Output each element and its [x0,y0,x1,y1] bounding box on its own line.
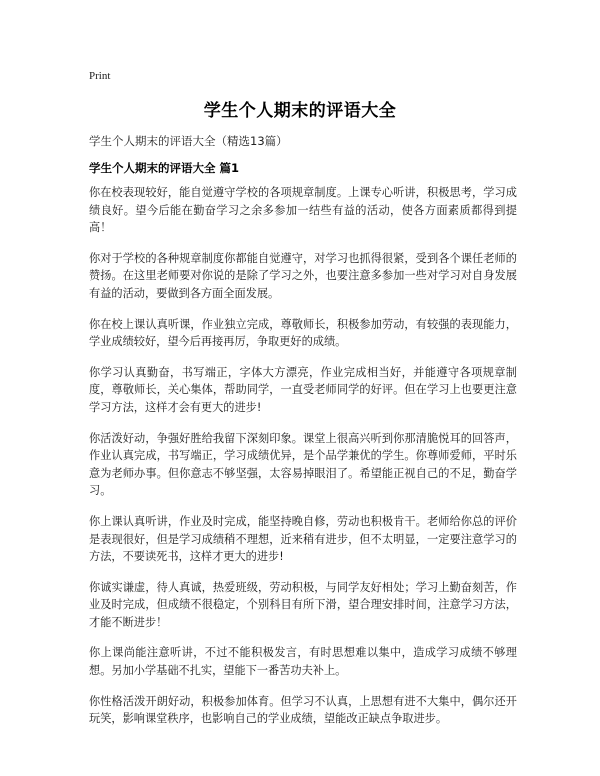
paragraph: 你学习认真勤奋，书写端正，字体大方漂亮，作业完成相当好，并能遵守各项规章制度，尊敬师长，关心集体，帮助同学，一直受老师同学的好评。但在学习上也要更注意学习方法，这样才会有更大的进步! [89,365,517,414]
paragraph: 你在校表现较好，能自觉遵守学校的各项规章制度。上课专心听讲，积极思考，学习成绩良好。望今后能在勤奋学习之余多参加一结些有益的活动，使各方面素质都得到提高！ [89,186,517,235]
paragraph: 你在校上课认真听课，作业独立完成，尊敬师长，积极参加劳动，有较强的表现能力，学业成绩较好，望今后再接再厉，争取更好的成绩。 [89,317,517,349]
document-body [89,184,517,741]
paragraph: 你上课认真听讲，作业及时完成，能坚持晚自修，劳动也积极肯干。老师给你总的评价是表现很好，但是学习成绩稍不理想，近来稍有进步，但不太明显，一定要注意学习的方法，不要读死书，这样才更大的进步! [89,514,517,564]
paragraph: 你对于学校的各种规章制度你都能自觉遵守，对学习也抓得很紧，受到各个课任老师的赞扬。在这里老师要对你说的是除了学习之外，也要注意多参加一些对学习对自身发展有益的活动，要做到各方面全面发展。 [89,251,517,300]
paragraph: 你上课尚能注意听讲，不过不能积极发言，有时思想难以集中，造成学习成绩不够理想。另加小学基础不扎实，望能下一番苦功夫补上。 [89,646,517,678]
section-heading: 学生个人期末的评语大全 篇1 [89,161,240,175]
paragraph: 你性格活泼开朗好动，积极参加体育。但学习不认真，上思想有进不大集中，偶尔还开玩笑，影响课堂秩序，也影响自己的学业成绩，望能改正缺点争取进步。 [89,694,517,726]
paragraph: 你诚实谦虚，待人真诚，热爱班级，劳动积极，与同学友好相处；学习上勤奋刻苦，作业及时完成，但成绩不很稳定，个别科目有所下滑，望合理安排时间，注意学习方法，才能不断进步！ [89,580,517,629]
paragraph: 你活泼好动，争强好胜给我留下深刻印象。课堂上很高兴听到你那清脆悦耳的回答声，作业认真完成，书写端正，学习成绩优异，是个品学兼优的学生。你尊师爱师，平时乐意为老师办事。但你意志不够坚强，太容易掉眼泪了。希望能正视自己的不足，勤奋学习。 [89,431,517,498]
document-title: 学生个人期末的评语大全 [203,101,397,121]
print-label[interactable]: Print [89,70,111,82]
document-subtitle: 学生个人期末的评语大全（精选13篇） [89,134,288,148]
